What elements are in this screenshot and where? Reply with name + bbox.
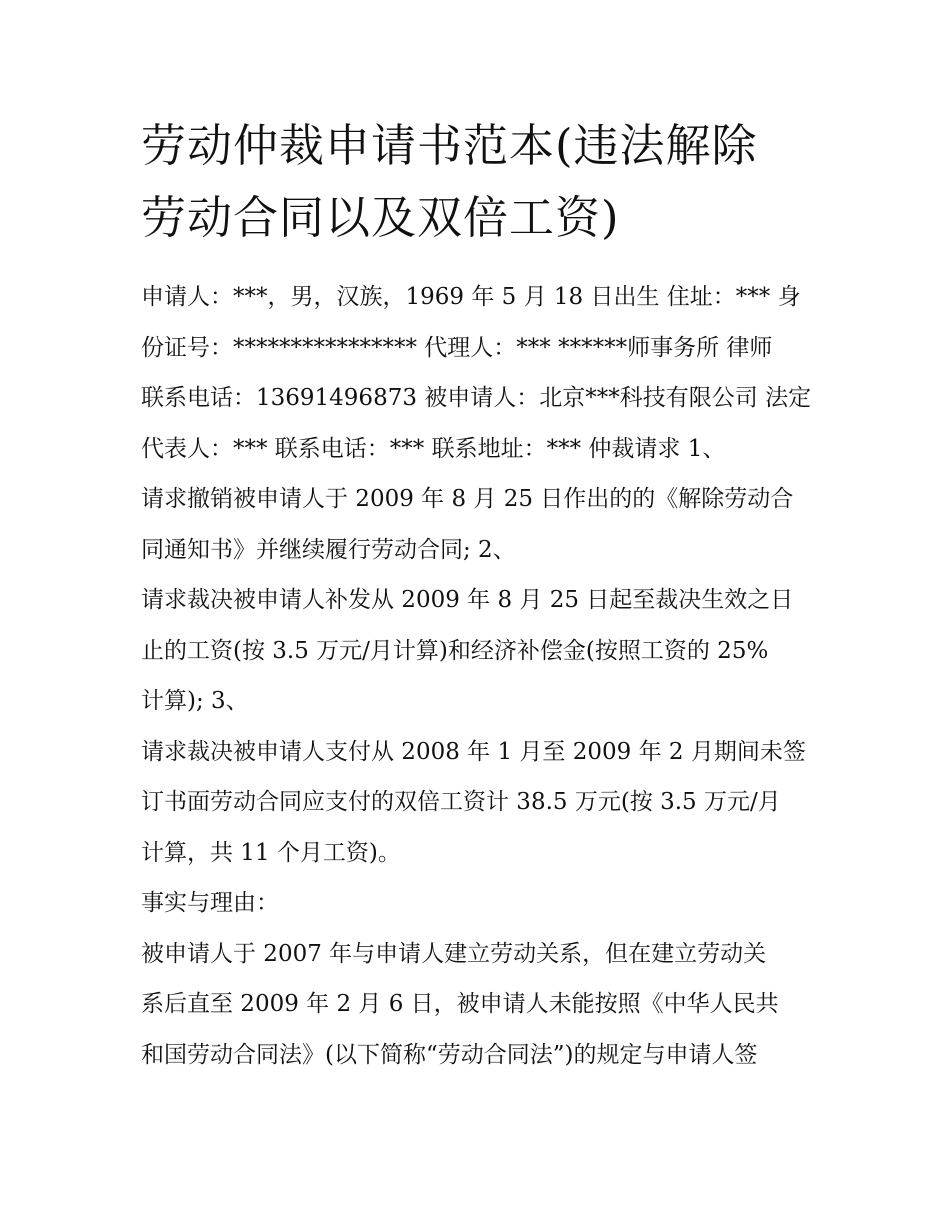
body-line: 止的工资(按 3.5 万元/月计算)和经济补偿金(按照工资的 25%	[141, 637, 769, 664]
body-line: 被申请人于 2007 年与申请人建立劳动关系，但在建立劳动关	[141, 940, 767, 967]
section-heading: 事实与理由：	[141, 890, 279, 916]
body-line: 申请人：***，男，汉族，1969 年 5 月 18 日出生 住址：*** 身	[141, 284, 801, 310]
body-line: 请求撤销被申请人于 2009 年 8 月 25 日作出的的《解除劳动合	[141, 486, 794, 512]
document-body	[141, 272, 812, 1080]
body-line: 请求裁决被申请人补发从 2009 年 8 月 25 日起至裁决生效之日	[141, 587, 794, 613]
document-page	[141, 110, 812, 1080]
body-line: 同通知书》并继续履行劳动合同; 2、	[141, 536, 516, 563]
title-line: 劳动仲裁申请书范本(违法解除	[141, 119, 758, 172]
body-line: 计算); 3、	[141, 688, 249, 714]
body-line: 系后直至 2009 年 2 月 6 日，被申请人未能按照《中华人民共	[141, 991, 779, 1017]
body-line: 联系电话：13691496873 被申请人：北京***科技有限公司 法定	[141, 385, 812, 411]
body-line: 和国劳动合同法》(以下简称“劳动合同法”)的规定与申请人签	[141, 1041, 758, 1068]
body-line: 请求裁决被申请人支付从 2008 年 1 月至 2009 年 2 月期间未签	[141, 738, 806, 765]
title-line: 劳动合同以及双倍工资)	[141, 191, 620, 244]
body-line: 计算，共 11 个月工资)。	[141, 839, 401, 866]
document-title	[141, 110, 806, 254]
body-line: 份证号：**************** 代理人：*** ******师事务所 律师	[141, 334, 773, 361]
body-line: 代表人：*** 联系电话：*** 联系地址：*** 仲裁请求 1、	[141, 435, 726, 462]
body-line: 订书面劳动合同应支付的双倍工资计 38.5 万元(按 3.5 万元/月	[141, 789, 781, 815]
